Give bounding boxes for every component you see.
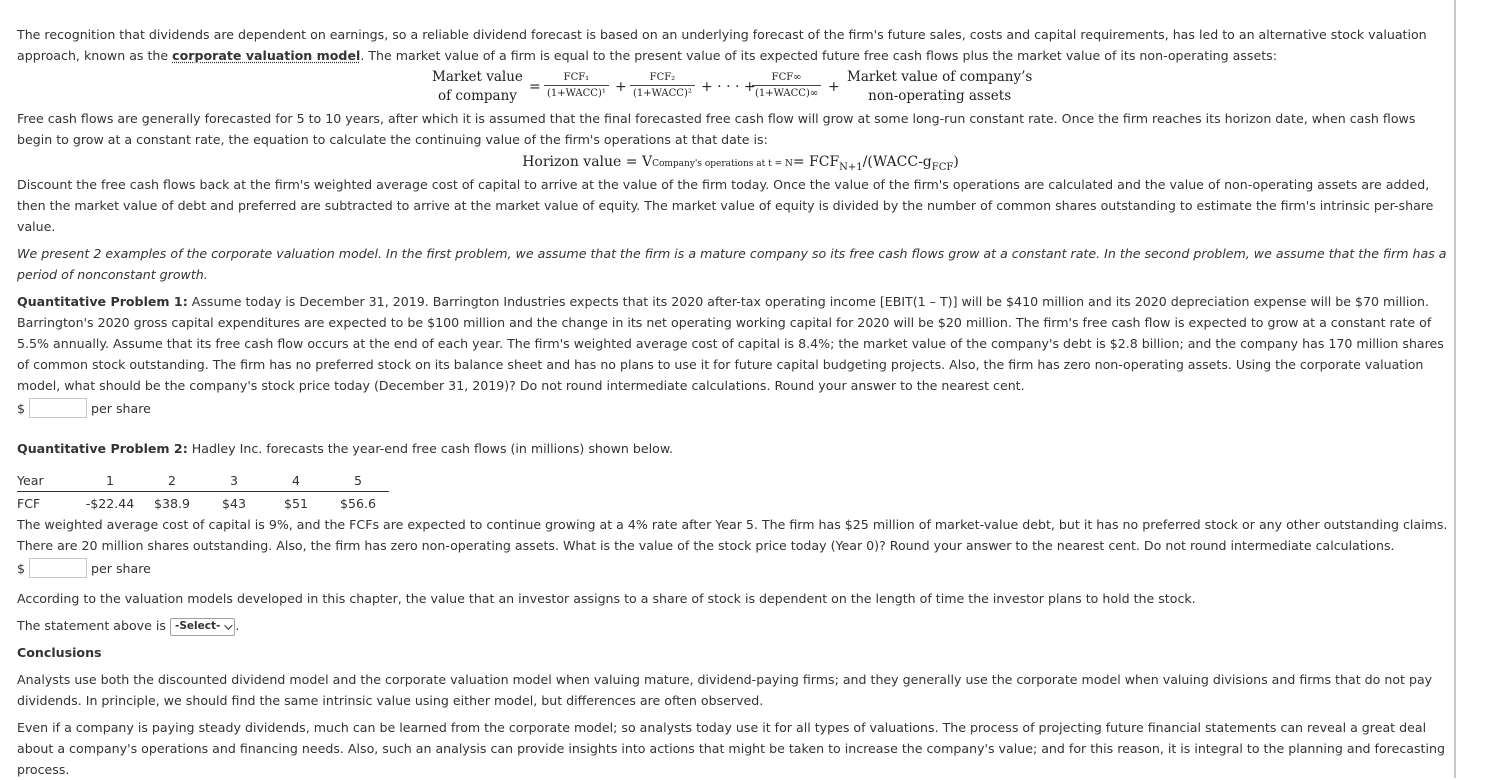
problem2-paragraph [17, 438, 1449, 459]
fcf-cell: $56.6 [339, 495, 377, 511]
problem2-currency: $ [17, 560, 26, 576]
fcf-table-header-row [17, 469, 389, 492]
problem1-answer-input[interactable] [29, 398, 87, 418]
horizon-subscript-2: N+1 [839, 161, 863, 173]
plus-sign-2: + [828, 79, 840, 95]
fcf-cell: $43 [221, 495, 247, 511]
problem-content [17, 24, 1449, 780]
horizon-subscript: Company's operations at t = N [652, 159, 793, 169]
fcf1-denominator: (1+WACC)¹ [547, 88, 606, 99]
fcf-table-row [17, 492, 389, 515]
conclusions-heading [17, 642, 1449, 663]
examples-paragraph: We present 2 examples of the corporate valuation model. In the first problem, we assume that the firm is a mature company so its free cash flows grow at a constant rate. In the second problem, we assume that the firm has a period of nonconstant growth. [17, 246, 1447, 282]
fcf-paragraph: Free cash flows are generally forecasted for 5 to 10 years, after which it is assumed that the final forecasted free cash flow will grow at some long-run constant rate. Once the firm reaches its horizon date, when cash flows begin to grow at a constant rate, the equation to calculate the continuing value of the firm's operations at that date is: [17, 111, 1416, 147]
problem1-heading: Quantitative Problem 1: [17, 294, 188, 309]
fcf-table [17, 469, 389, 514]
intro-text-end: . The market value of a firm is equal to the present value of its expected future free cash flows plus the market value of its non-operating assets: [360, 48, 1277, 63]
horizon-value-equation [17, 150, 1449, 174]
statement-paragraph: According to the valuation models developed in this chapter, the value that an investor assigns to a share of stock is dependent on the length of time the investor plans to hold the stock. [17, 591, 1196, 606]
fcfinf-numerator: FCF∞ [752, 70, 821, 86]
intro-text: The recognition that dividends are dependent on earnings, so a reliable dividend forecast is based on an underlying forecast of the firm's future sales, costs and capital requirements, has led to an alternative stock valuation approach, known as the [17, 27, 1427, 63]
fcf2-numerator: FCF₂ [630, 70, 695, 86]
rhs-line-1: Market value of company’s [847, 69, 1033, 85]
fraction-fcf1 [544, 70, 609, 101]
frame-right-border [1454, 0, 1456, 778]
glossary-term-corporate-valuation-model[interactable]: corporate valuation model [172, 48, 361, 63]
fcf-cell: -$22.44 [85, 495, 135, 511]
rhs-line-2: non-operating assets [868, 88, 1012, 104]
fcf-row-label: FCF [17, 495, 41, 511]
problem2-answer-input[interactable] [29, 558, 87, 578]
fcf-cell: $38.9 [153, 495, 191, 511]
fcf2-denominator: (1+WACC)² [633, 88, 692, 99]
market-value-equation [17, 66, 1449, 108]
problem1-currency: $ [17, 400, 26, 416]
equation-lhs [432, 68, 523, 106]
year-cell: 3 [203, 469, 265, 492]
chevron-down-icon [225, 621, 233, 629]
year-cell: 1 [79, 469, 141, 492]
fcfinf-denominator: (1+WACC)∞ [755, 88, 819, 99]
horizon-subscript-3: FCF [931, 161, 954, 173]
problem1-paragraph [17, 291, 1449, 396]
horizon-lead: Horizon value = V [522, 154, 653, 170]
fraction-fcf2 [630, 70, 695, 101]
fraction-fcf-infinity [752, 70, 821, 101]
statement-prompt-row [17, 615, 1449, 636]
problem1-unit-label: per share [91, 400, 151, 416]
statement-prompt: The statement above is [17, 618, 166, 633]
year-cell: 2 [141, 469, 203, 492]
equation-rhs [847, 68, 1032, 106]
horizon-mid: = FCF [792, 154, 840, 170]
statement-period: . [235, 618, 240, 633]
select-value: -Select- [174, 620, 221, 632]
problem2-heading: Quantitative Problem 2: [17, 441, 188, 456]
problem2-paragraph-2: The weighted average cost of capital is 9%, and the FCFs are expected to continue growing at a 4% rate after Year 5. The firm has $25 million of market-value debt, but it has no preferred stock or any other outstanding claims. There are 20 million shares outstanding. Also, the firm has zero non-operating assets. What is the value of the stock price today (Year 0)? Round your answer to the nearest cent. Do not round intermediate calculations. [17, 517, 1448, 553]
problem2-text: Hadley Inc. forecasts the year-end free cash flows (in millions) shown below. [187, 441, 673, 456]
intro-paragraph [17, 24, 1449, 66]
fcf1-numerator: FCF₁ [544, 70, 609, 86]
problem1-answer-row [17, 396, 1449, 420]
problem2-answer-row [17, 556, 1449, 580]
year-cell: 4 [265, 469, 327, 492]
ellipsis-sum: + · · · + [701, 79, 756, 95]
problem2-unit-label: per share [91, 560, 151, 576]
lhs-line-1: Market value [432, 69, 523, 85]
true-false-select[interactable] [170, 618, 235, 636]
equals-sign: = [529, 79, 541, 95]
lhs-line-2: of company [437, 88, 517, 104]
conclusions-paragraph-1: Analysts use both the discounted dividend model and the corporate valuation model when valuing mature, dividend-paying firms; and they generally use the corporate model when valuing divisions and firms that do not pay dividends. In principle, we should find the same intrinsic value using either model, but differences are often observed. [17, 672, 1433, 708]
year-header: Year [17, 469, 79, 492]
year-cell: 5 [327, 469, 389, 492]
horizon-close: ) [953, 154, 959, 170]
problem1-text: Assume today is December 31, 2019. Barrington Industries expects that its 2020 after-tax operating income [EBIT(1 – T)] will be $410 million and its 2020 depreciation expense will be $70 million. Barrington's 2020 gross capital expenditures are expected to be $100 million and the change in its net operating working capital for 2020 will be $20 million. The firm's free cash flow is expected to grow at a constant rate of 5.5% annually. Assume that its free cash flow occurs at the end of each year. The firm's weighted average cost of capital is 8.4%; the market value of the company's debt is $2.8 billion; and the company has 170 million shares of common stock outstanding. The firm has no preferred stock on its balance sheet and has no plans to use it for future capital budgeting projects. Also, the firm has zero non-operating assets. Using the corporate valuation model, what should be the company's stock price today (December 31, 2019)? Do not round intermediate calculations. Round your answer to the nearest cent. [17, 294, 1444, 393]
fcf-cell: $51 [283, 495, 309, 511]
plus-sign: + [615, 79, 627, 95]
conclusions-paragraph-2: Even if a company is paying steady dividends, much can be learned from the corporate model; so analysts today use it for all types of valuations. The process of projecting future financial statements can reveal a great deal about a company's operations and financing needs. Also, such an analysis can provide insights into actions that might be taken to increase the company's value; and for this reason, it is integral to the planning and forecasting process. [17, 720, 1445, 777]
conclusions-title: Conclusions [17, 645, 102, 660]
discount-paragraph: Discount the free cash flows back at the firm's weighted average cost of capital to arrive at the value of the firm today. Once the value of the firm's operations are calculated and the value of non-operating assets are added, then the market value of debt and preferred are subtracted to arrive at the market value of equity. The market value of equity is divided by the number of common shares outstanding to estimate the firm's intrinsic per-share value. [17, 177, 1434, 234]
horizon-tail: /(WACC-g [862, 154, 932, 170]
